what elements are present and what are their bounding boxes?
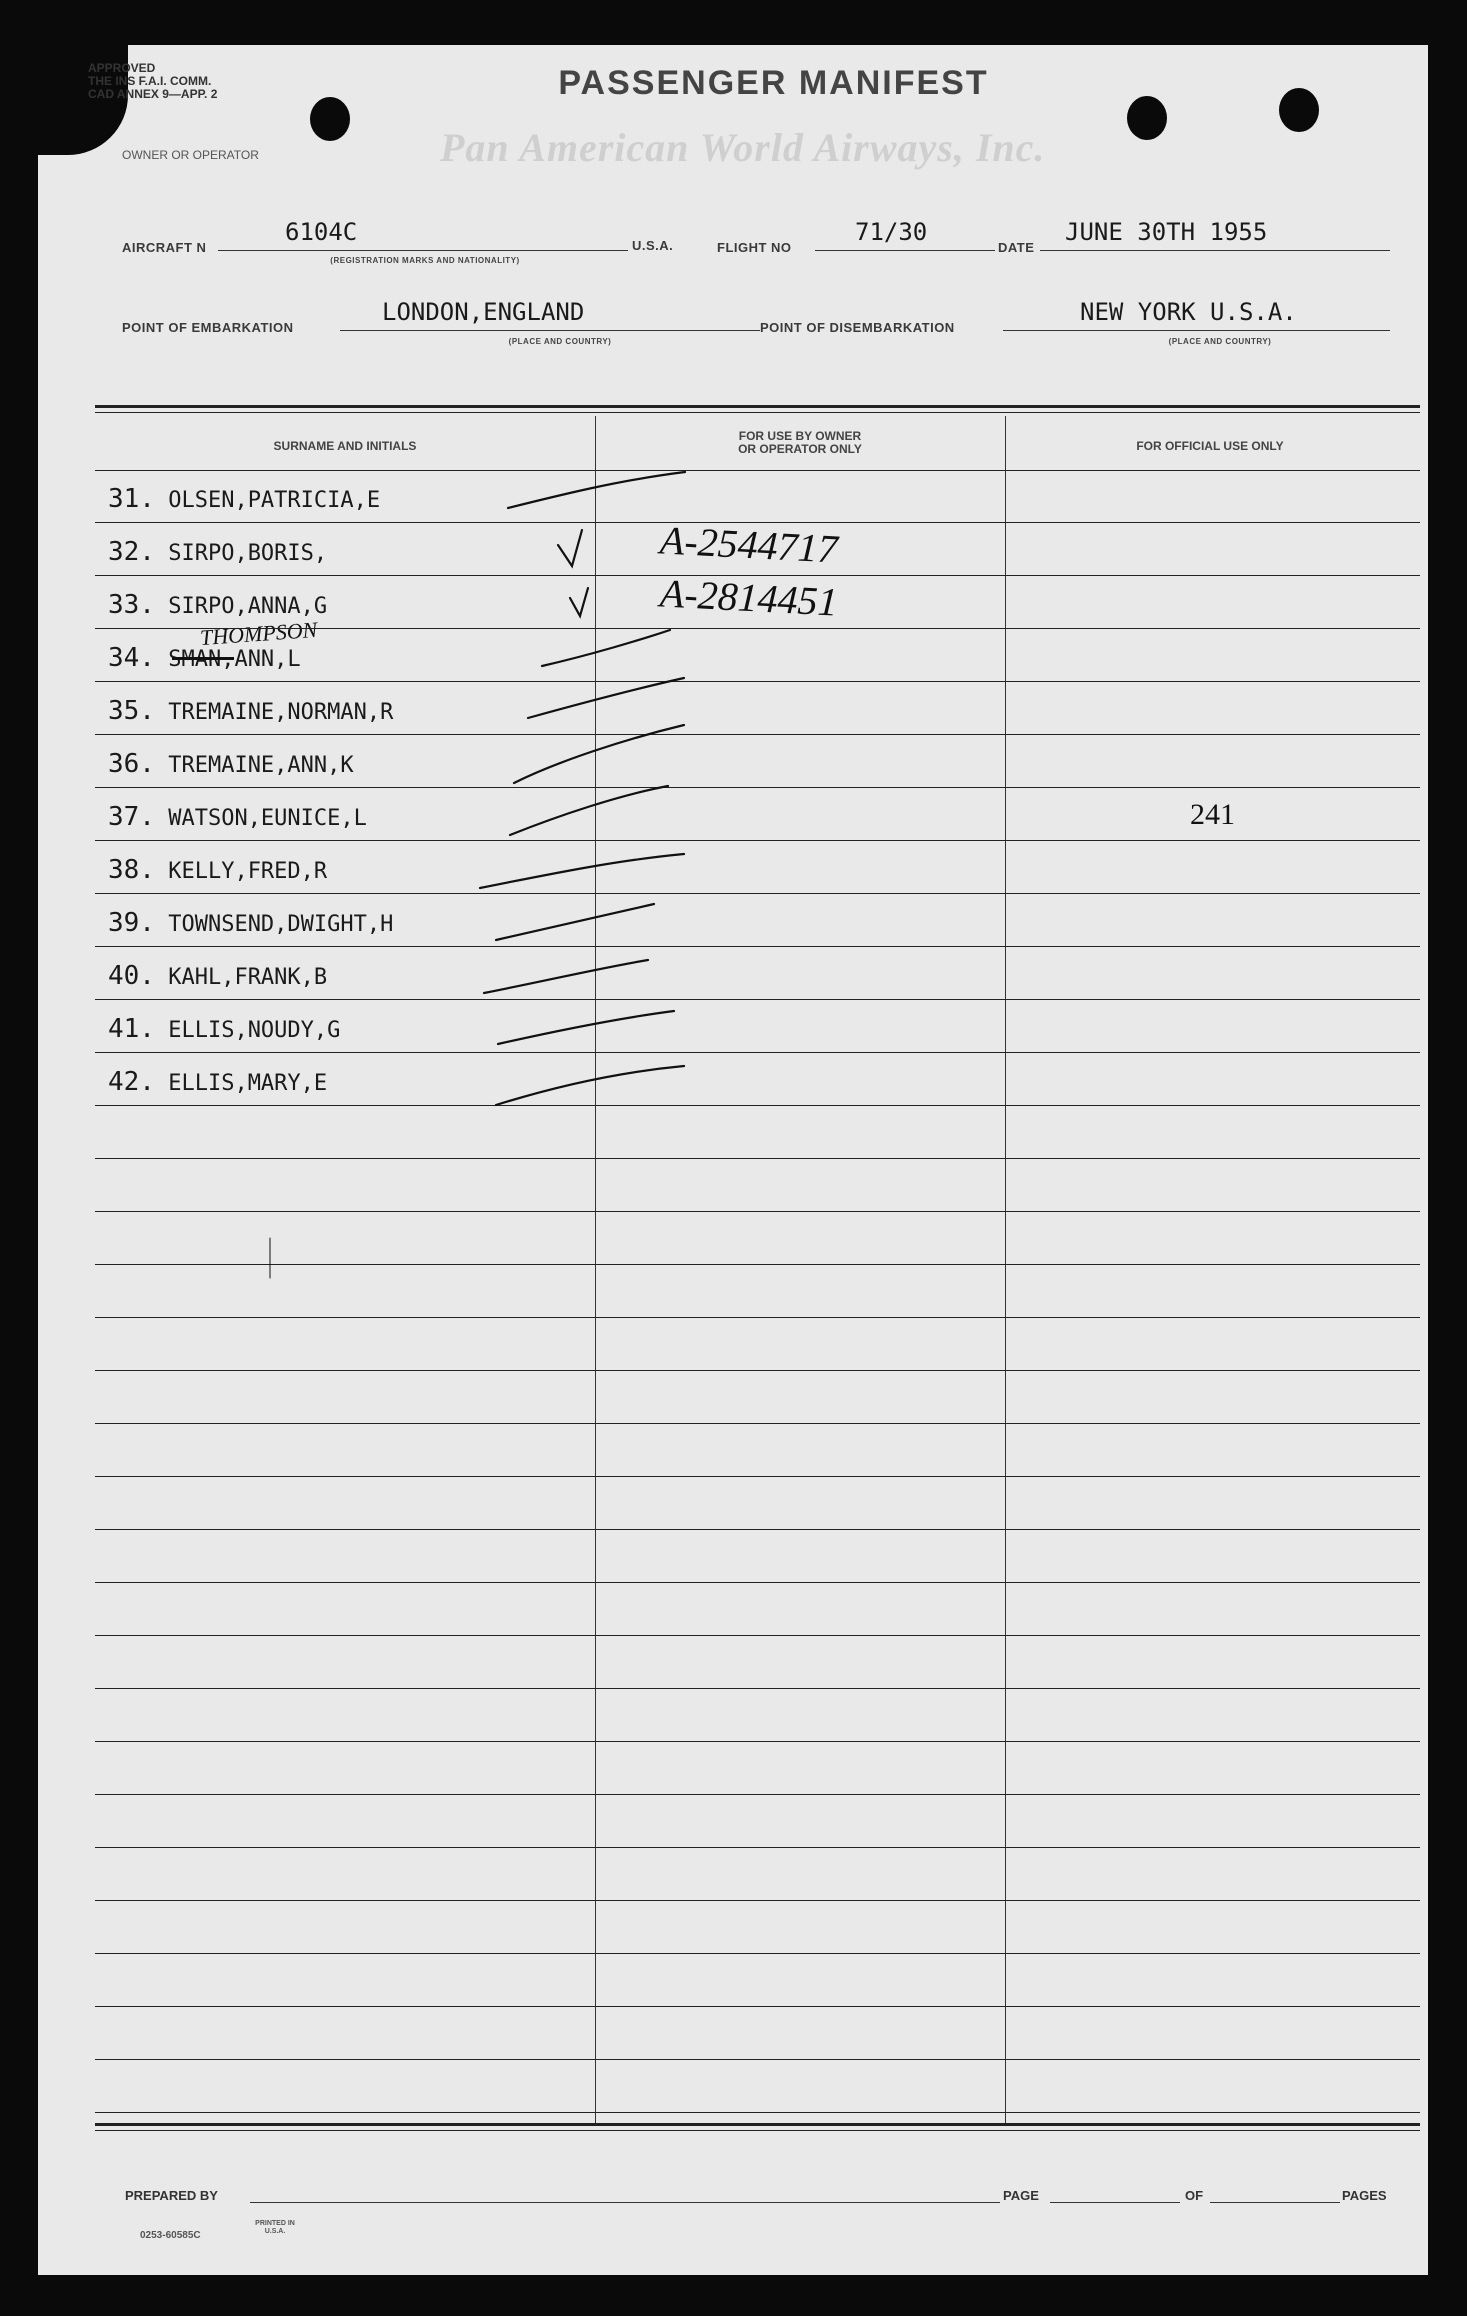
passenger-name: ELLIS,MARY,E bbox=[168, 1071, 328, 1096]
check-mark-37 bbox=[510, 786, 668, 835]
disembarkation-label: POINT OF DISEMBARKATION bbox=[760, 320, 955, 335]
prepared-by-label: PREPARED BY bbox=[125, 2188, 218, 2203]
owner-caption: OWNER OR OPERATOR bbox=[122, 148, 259, 162]
passenger-name: KELLY,FRED,R bbox=[168, 859, 328, 884]
embarkation-caption: (PLACE AND COUNTRY) bbox=[508, 337, 612, 346]
of-label: OF bbox=[1185, 2188, 1204, 2203]
check-mark-31 bbox=[508, 472, 685, 508]
row-number: 34. bbox=[108, 643, 155, 673]
prepared-by-line bbox=[250, 2202, 1000, 2203]
disembarkation-caption: (PLACE AND COUNTRY) bbox=[1168, 337, 1272, 346]
row-number: 37. bbox=[108, 802, 155, 832]
row-number: 31. bbox=[108, 484, 155, 514]
check-mark-38 bbox=[480, 854, 684, 888]
row-number: 32. bbox=[108, 537, 155, 567]
passenger-name: SIRPO,BORIS, bbox=[168, 541, 328, 566]
passenger-name: ELLIS,NOUDY,G bbox=[168, 1018, 341, 1043]
pages-label: PAGES bbox=[1342, 2188, 1387, 2203]
page-title: PASSENGER MANIFEST bbox=[558, 64, 989, 102]
column-header-surname: SURNAME AND INITIALS bbox=[273, 439, 417, 453]
owner-name: Pan American World Airways, Inc. bbox=[440, 125, 1046, 170]
handwritten-correction: THOMPSON bbox=[199, 616, 319, 651]
passenger-name: TREMAINE,NORMAN,R bbox=[168, 700, 394, 725]
passenger-name: TOWNSEND,DWIGHT,H bbox=[168, 912, 394, 937]
embarkation-value: LONDON,ENGLAND bbox=[382, 298, 585, 326]
passenger-name: SMAN,ANN,L bbox=[168, 647, 301, 672]
form-number: 0253-60585C bbox=[140, 2230, 201, 2241]
check-mark-36 bbox=[514, 725, 684, 783]
passenger-name: WATSON,EUNICE,L bbox=[168, 806, 367, 831]
row-number: 35. bbox=[108, 696, 155, 726]
row-number: 39. bbox=[108, 908, 155, 938]
flight-label: FLIGHT NO bbox=[717, 240, 792, 255]
row-number: 42. bbox=[108, 1067, 155, 1097]
flight-value: 71/30 bbox=[855, 218, 928, 246]
row-number: 41. bbox=[108, 1014, 155, 1044]
check-mark-35 bbox=[528, 678, 684, 718]
date-label: DATE bbox=[998, 240, 1035, 255]
table-bottom-rule-thin bbox=[95, 2130, 1420, 2131]
approval-stamp: APPROVED THE INS F.A.I. COMM. CAD ANNEX 9—APP. 2 bbox=[88, 61, 218, 101]
column-header-official: FOR OFFICIAL USE ONLY bbox=[1136, 439, 1284, 453]
passenger-name: OLSEN,PATRICIA,E bbox=[168, 488, 381, 513]
row-number: 36. bbox=[108, 749, 155, 779]
usa-label: U.S.A. bbox=[632, 238, 674, 253]
check-mark-40 bbox=[484, 960, 648, 993]
of-line bbox=[1210, 2202, 1340, 2203]
column-header-owner: FOR USE BY OWNER OR OPERATOR ONLY bbox=[738, 429, 862, 456]
official-note: 241 bbox=[1190, 798, 1235, 831]
row-number: 40. bbox=[108, 961, 155, 991]
aircraft-label: AIRCRAFT N bbox=[122, 240, 207, 255]
row-number: 33. bbox=[108, 590, 155, 620]
check-mark-34 bbox=[542, 630, 670, 666]
disembarkation-value: NEW YORK U.S.A. bbox=[1080, 298, 1297, 326]
check-mark-41 bbox=[498, 1011, 674, 1044]
check-mark-32 bbox=[558, 530, 582, 566]
passenger-name: TREMAINE,ANN,K bbox=[168, 753, 354, 778]
aircraft-value: 6104C bbox=[285, 218, 358, 246]
passenger-name: SIRPO,ANNA,G bbox=[168, 594, 328, 619]
printed-mark: PRINTED IN U.S.A. bbox=[255, 2220, 295, 2235]
owner-note: A-2814451 bbox=[658, 570, 839, 625]
check-mark-42 bbox=[496, 1066, 684, 1105]
aircraft-caption: (REGISTRATION MARKS AND NATIONALITY) bbox=[330, 256, 520, 265]
date-value: JUNE 30TH 1955 bbox=[1065, 218, 1268, 246]
table-bottom-rule bbox=[95, 2123, 1420, 2126]
check-mark-39 bbox=[496, 904, 654, 940]
page-line bbox=[1050, 2202, 1180, 2203]
passenger-name: KAHL,FRANK,B bbox=[168, 965, 328, 990]
page-label: PAGE bbox=[1003, 2188, 1039, 2203]
row-number: 38. bbox=[108, 855, 155, 885]
owner-note: A-2544717 bbox=[658, 517, 839, 572]
check-mark-33 bbox=[570, 588, 588, 616]
embarkation-label: POINT OF EMBARKATION bbox=[122, 320, 294, 335]
